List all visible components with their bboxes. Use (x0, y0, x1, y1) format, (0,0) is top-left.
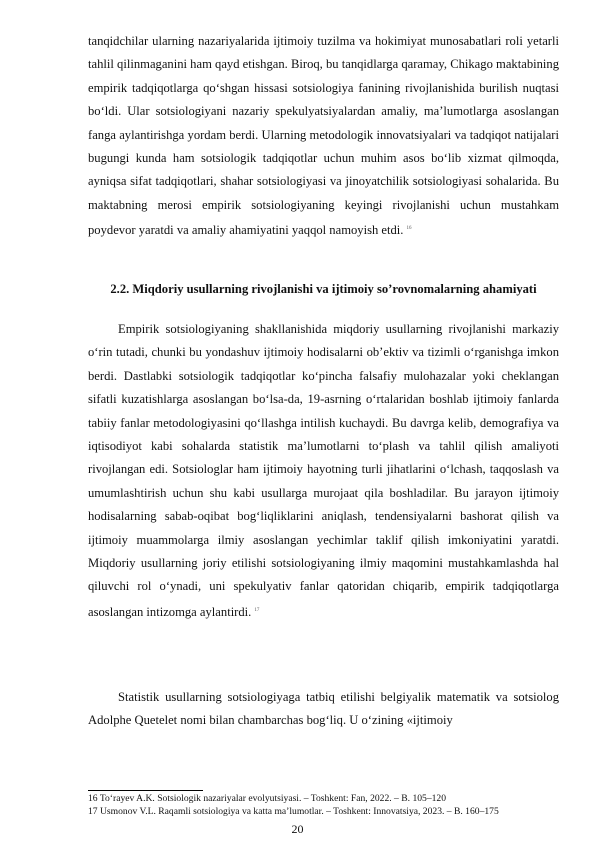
footnote-divider (88, 790, 203, 791)
paragraph-text: Statistik usullarning sotsiologiyaga tatbiq etilishi belgiyalik matematik va sotsiolog Adolphe Quetelet nomi bilan chambarchas bogʻliq. U oʻzining «ijtimoiy (88, 690, 559, 728)
footnotes (88, 792, 559, 818)
paragraph-continued (88, 30, 559, 243)
paragraph-text: Empirik sotsiologiyaning shakllanishida miqdoriy usullarning rivojlanishi markaziy oʻrin tutadi, chunki bu yondashuv ijtimoiy hodisalarni obʼektiv va tizimli oʻrganishga imkon berdi. Dastlabki sotsiologik tadqiqotlar koʻpincha falsafiy mulohazalar yoki cheklangan sifatli kuzatishlarga asoslangan boʻlsa-da, 19-asrning oʻrtalaridan boshlab ijtimoiy fanlarda tabiiy fanlar metodologiyasini qoʻllashga intilish kuchaydi. Bu davrga kelib, demografiya va iqtisodiyot kabi sohalarda statistik maʼlumotlarni toʻplash va tahlil qilish amaliyoti rivojlangan edi. Sotsiologlar ham ijtimoiy hayotning turli jihatlarini oʻlchash, taqqoslash va umumlashtirish uchun shu kabi usullarga murojaat qila boshladilar. Bu jarayon ijtimoiy hodisalarning sabab-oqibat bogʻliqliklarini aniqlash, tendensiyalarni bashorat qilish va ijtimoiy muammolarga ilmiy asoslangan yechimlar taklif qilish imkoniyatini yaratdi. Miqdoriy usullarning joriy etilishi sotsiologiyaning ilmiy maqomini mustahkamlashda hal qiluvchi rol oʻynadi, uni spekulyativ fanlar qatoridan chiqarib, empirik tadqiqotlarga asoslangan intizomga aylantirdi. (88, 322, 559, 620)
footnote-ref: 16 (406, 226, 412, 232)
footnote-ref: 17 (254, 607, 260, 613)
footnote: 16 To‘rayev A.K. Sotsiologik nazariyalar evolyutsiyasi. – Toshkent: Fan, 2022. – B. 105–120 (88, 793, 447, 804)
page-number: 20 (291, 822, 304, 836)
section-heading: 2.2. Miqdoriy usullarning rivojlanishi va ijtimoiy so’rovnomalarning ahamiyati (110, 282, 537, 296)
paragraph (88, 686, 559, 733)
footnote: 17 Usmonov V.L. Raqamli sotsiologiya va katta ma’lumotlar. – Toshkent: Innovatsiya, 2023. – B. 160–175 (88, 806, 499, 817)
paragraph-text: tanqidchilar ularning nazariyalarida ijtimoiy tuzilma va hokimiyat munosabatlari roli yetarli tahlil qilinmaganini ham qayd etishgan. Biroq, bu tanqidlarga qaramay, Chikago maktabining empirik tadqiqotlarga qoʻshgan hissasi sotsiologiya fanining rivojlanishida burilish nuqtasi boʻldi. Ular sotsiologiyani nazariy spekulyatsiyalardan amaliy, maʼlumotlarga asoslangan fanga aylantirishga yordam berdi. Ularning metodologik innovatsiyalari va tadqiqot natijalari bugungi kunda ham sotsiologik tadqiqotlar uchun muhim asos boʻlib xizmat qilmoqda, ayniqsa sifat tadqiqotlari, shahar sotsiologiyasi va jinoyatchilik sotsiologiyasi sohalarida. Bu maktabning merosi empirik sotsiologiyaning keyingi rivojlanishi uchun mustahkam poydevor yaratdi va amaliy ahamiyatini yaqqol namoyish etdi. (88, 34, 559, 238)
paragraph (88, 318, 559, 624)
